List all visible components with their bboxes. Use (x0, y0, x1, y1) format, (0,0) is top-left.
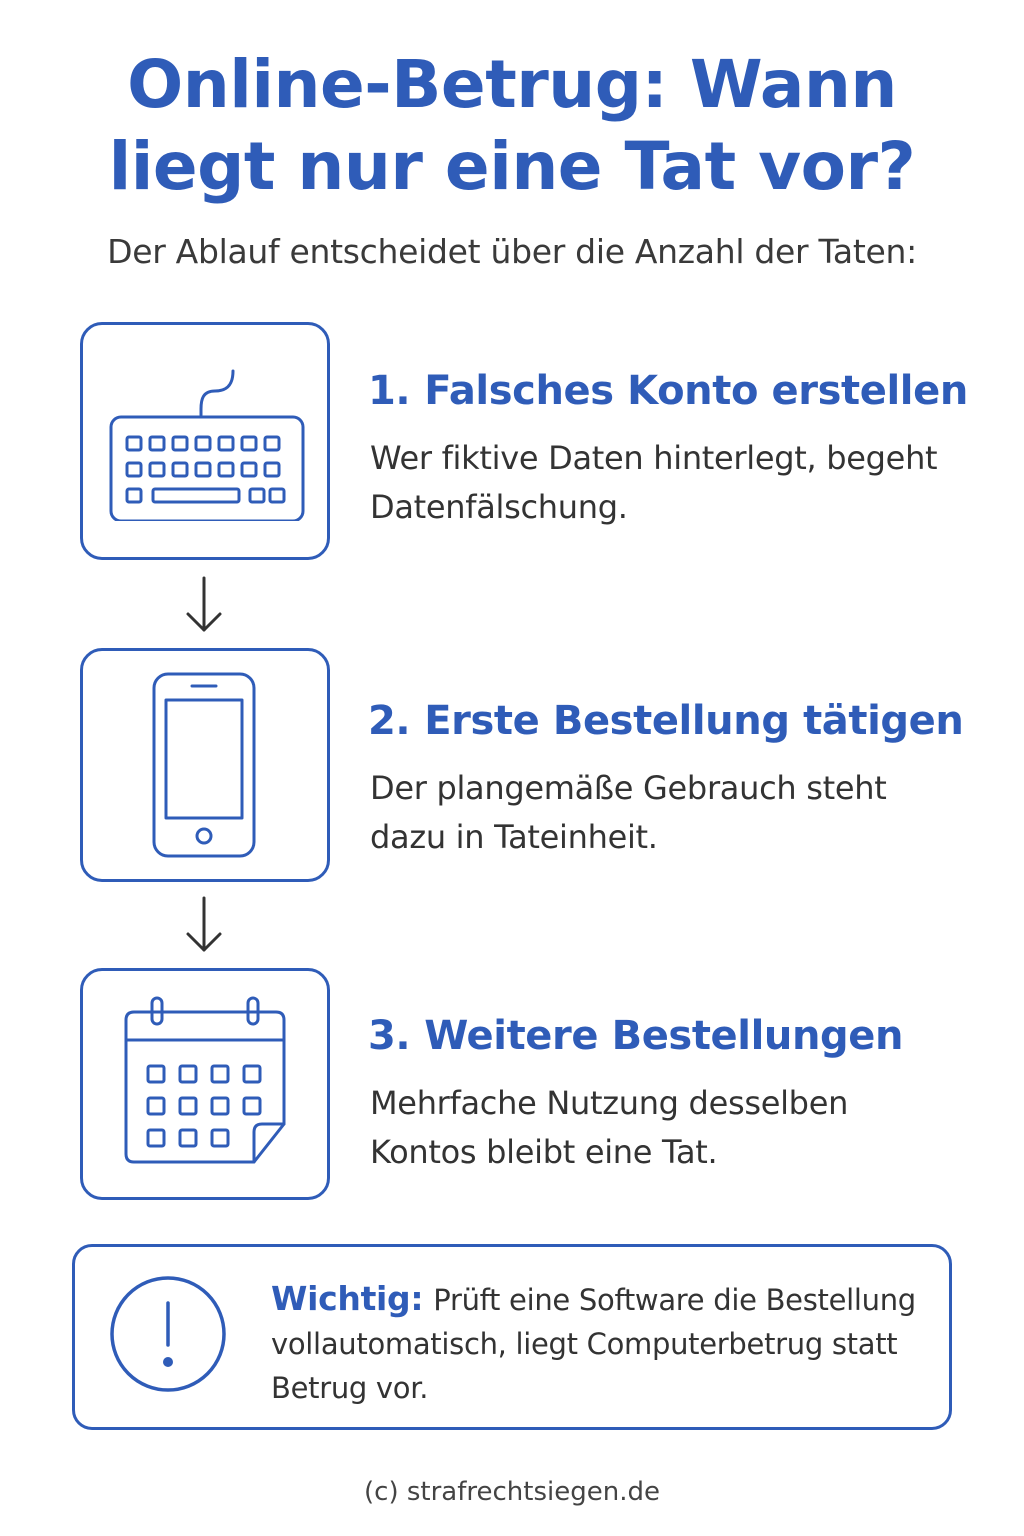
step-1-heading (368, 366, 968, 416)
step-3-title: Weitere Bestellungen (424, 1013, 904, 1059)
step-1-text-line-2: Datenfälschung. (370, 488, 628, 526)
arrow-down-icon (184, 574, 224, 636)
copyright-footer: (c) strafrechtsiegen.de (364, 1477, 660, 1507)
step-2-heading (368, 696, 963, 746)
step-2-title: Erste Bestellung tätigen (424, 698, 964, 744)
step-1-text-line-1: Wer fiktive Daten hinterlegt, begeht (370, 439, 938, 477)
step-3-icon-box (80, 968, 330, 1200)
step-2-number: 2. (368, 698, 411, 744)
arrow-down-icon (184, 894, 224, 956)
step-3-heading (368, 1011, 903, 1061)
step-1-text (370, 434, 970, 532)
keyboard-icon (105, 361, 305, 521)
step-1-icon-box (80, 322, 330, 560)
important-note-box (72, 1244, 952, 1430)
step-2-icon-box (80, 648, 330, 882)
important-note-label: Wichtig: (271, 1279, 424, 1318)
step-2-text-line-2: dazu in Tateinheit. (370, 818, 658, 856)
step-3-text (370, 1079, 970, 1177)
step-3-number: 3. (368, 1013, 411, 1059)
step-3-text-line-1: Mehrfache Nutzung desselben (370, 1084, 849, 1122)
important-note-text (271, 1277, 941, 1410)
smartphone-icon (150, 670, 260, 860)
step-3-text-line-2: Kontos bleibt eine Tat. (370, 1133, 718, 1171)
step-2-text-line-1: Der plangemäße Gebrauch steht (370, 769, 887, 807)
important-note-body: Prüft eine Software die Bestellung vollautomatisch, liegt Computerbetrug statt Betrug vor. (271, 1283, 916, 1405)
step-1-number: 1. (368, 368, 411, 414)
page-title (0, 44, 1024, 208)
step-1-title: Falsches Konto erstellen (424, 368, 968, 414)
subtitle: Der Ablauf entscheidet über die Anzahl der Taten: (107, 232, 917, 271)
title-line-2: liegt nur eine Tat vor? (108, 128, 916, 205)
exclamation-circle-icon (107, 1273, 229, 1395)
step-2-text (370, 764, 970, 862)
calendar-icon (120, 994, 290, 1174)
title-line-1: Online-Betrug: Wann (127, 46, 897, 123)
